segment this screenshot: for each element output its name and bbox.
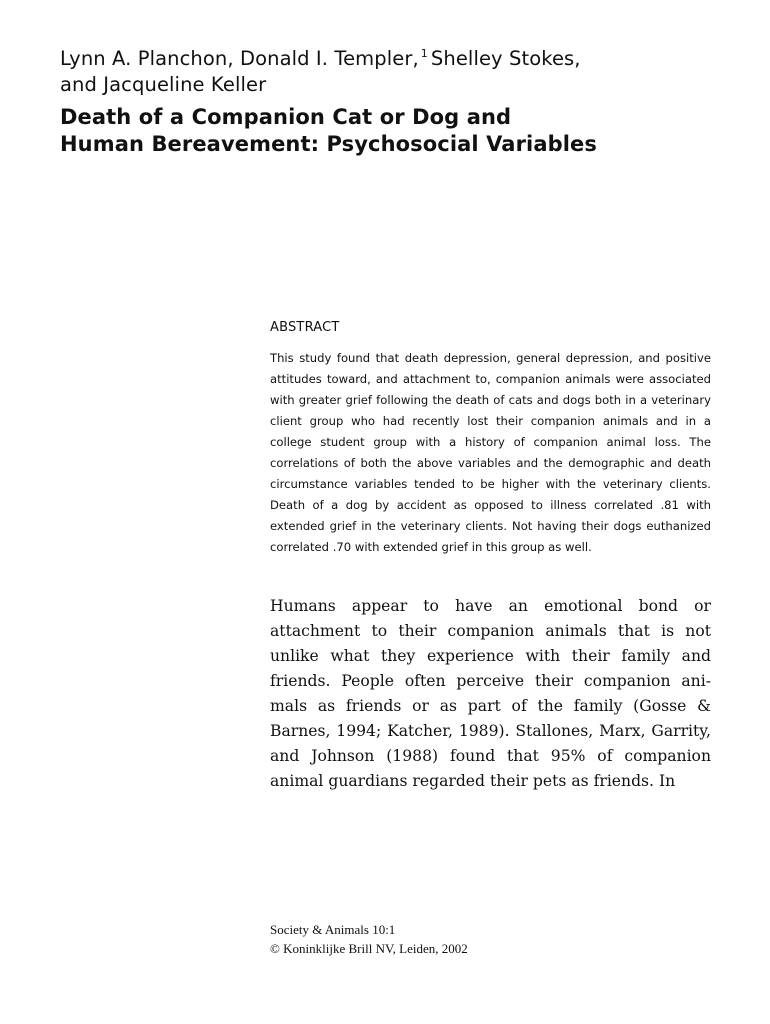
author-names-part-1: Lynn A. Planchon, Donald I. Templer,: [60, 47, 419, 70]
author-line-1: [60, 46, 700, 72]
author-list: [60, 46, 700, 98]
author-line-2: and Jacqueline Keller: [60, 73, 267, 96]
journal-citation: Society & Animals 10:1: [270, 922, 396, 937]
article-title-line-1: Death of a Companion Cat or Dog and: [60, 105, 512, 129]
abstract-text: This study found that death depression, general depression, and positive attitudes toward, and attachment to, companion animals were associated with greater grief following the death of cats and dogs both in a veterinary client group who had recently lost their companion animals and in a college student group with a history of companion animal loss. The correlations of both the above variables and the demographic and death circumstance variables tended to be higher with the veterinary clients. Death of a dog by accident as opposed to illness correlated .81 with extended grief in the veterinary clients. Not having their dogs euthanized correlated .70 with extended grief in this group as well.: [270, 351, 711, 554]
journal-footer: [270, 920, 468, 958]
author-names-part-2: Shelley Stokes,: [430, 47, 581, 70]
article-title-line-2: Human Bereavement: Psychosocial Variables: [60, 132, 597, 156]
copyright-notice: © Koninklijke Brill NV, Leiden, 2002: [270, 941, 468, 956]
body-paragraph: Humans appear to have an emotional bond or attachment to their companion animals that is not unlike what they experience with their family and friends. People often perceive their companion ani-mals as friends or as part of the family (Gosse & Barnes, 1994; Katcher, 1989). Stallones, Marx, Garrity, and Johnson (1988) found that 95% of companion animal guardians regarded their pets as friends. In: [270, 597, 711, 790]
abstract-heading: ABSTRACT: [270, 320, 340, 335]
article-title: [60, 104, 720, 158]
footnote-marker: 1: [420, 47, 428, 60]
